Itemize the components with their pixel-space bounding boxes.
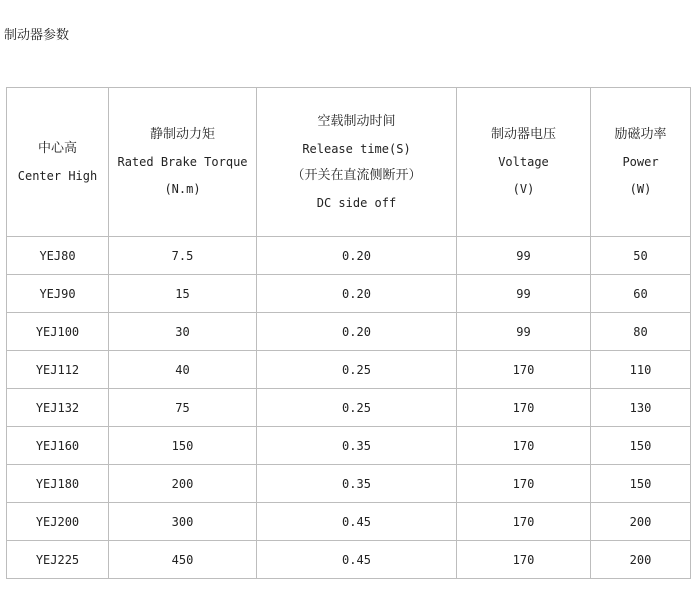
cell-voltage: 99 <box>457 237 591 275</box>
cell-power: 150 <box>591 427 691 465</box>
header-rated-brake-torque <box>109 88 257 237</box>
header-label-en: Power <box>622 155 659 169</box>
header-voltage <box>457 88 591 237</box>
cell-voltage: 170 <box>457 503 591 541</box>
header-label-note: （开关在直流侧断开） <box>291 167 422 183</box>
header-label-en: Release time(S) <box>302 141 411 156</box>
header-label-unit: (N.m) <box>164 182 201 196</box>
header-label-unit: (W) <box>629 182 652 196</box>
cell-torque: 40 <box>109 351 257 389</box>
cell-release-time: 0.20 <box>257 275 457 313</box>
cell-release-time: 0.25 <box>257 389 457 427</box>
header-row <box>7 88 691 237</box>
cell-release-time: 0.45 <box>257 541 457 579</box>
header-label-cn: 空载制动时间 <box>317 113 396 129</box>
cell-center-high: YEJ225 <box>7 541 109 579</box>
cell-release-time: 0.35 <box>257 427 457 465</box>
cell-center-high: YEJ200 <box>7 503 109 541</box>
table-row <box>7 389 691 427</box>
cell-power: 80 <box>591 313 691 351</box>
cell-torque: 7.5 <box>109 237 257 275</box>
cell-torque: 75 <box>109 389 257 427</box>
table-row <box>7 313 691 351</box>
cell-power: 200 <box>591 541 691 579</box>
table-row <box>7 541 691 579</box>
header-label-unit: (V) <box>512 182 535 196</box>
cell-voltage: 170 <box>457 389 591 427</box>
cell-torque: 30 <box>109 313 257 351</box>
table-row <box>7 427 691 465</box>
page-title: 制动器参数 <box>4 28 70 43</box>
cell-center-high: YEJ112 <box>7 351 109 389</box>
brake-parameters-table <box>6 87 691 579</box>
table-row <box>7 503 691 541</box>
header-label-cn: 中心高 <box>37 140 77 156</box>
cell-power: 130 <box>591 389 691 427</box>
cell-torque: 450 <box>109 541 257 579</box>
cell-torque: 150 <box>109 427 257 465</box>
cell-power: 60 <box>591 275 691 313</box>
cell-release-time: 0.20 <box>257 237 457 275</box>
cell-torque: 300 <box>109 503 257 541</box>
header-label-en-note: DC side off <box>316 195 397 210</box>
cell-center-high: YEJ180 <box>7 465 109 503</box>
cell-center-high: YEJ100 <box>7 313 109 351</box>
header-label-en: Voltage <box>498 155 549 169</box>
cell-voltage: 170 <box>457 351 591 389</box>
cell-release-time: 0.25 <box>257 351 457 389</box>
table-body <box>7 237 691 579</box>
table-row <box>7 465 691 503</box>
cell-power: 50 <box>591 237 691 275</box>
cell-release-time: 0.35 <box>257 465 457 503</box>
table-row <box>7 275 691 313</box>
cell-center-high: YEJ90 <box>7 275 109 313</box>
cell-center-high: YEJ132 <box>7 389 109 427</box>
cell-power: 150 <box>591 465 691 503</box>
cell-torque: 15 <box>109 275 257 313</box>
cell-release-time: 0.20 <box>257 313 457 351</box>
cell-power: 200 <box>591 503 691 541</box>
cell-voltage: 99 <box>457 275 591 313</box>
cell-power: 110 <box>591 351 691 389</box>
header-release-time <box>257 88 457 237</box>
header-power <box>591 88 691 237</box>
header-center-high <box>7 88 109 237</box>
cell-center-high: YEJ80 <box>7 237 109 275</box>
header-label-cn: 静制动力矩 <box>149 127 215 142</box>
header-label-cn: 励磁功率 <box>614 127 667 142</box>
table-header <box>7 88 691 237</box>
header-label-cn: 制动器电压 <box>490 127 556 142</box>
cell-voltage: 170 <box>457 427 591 465</box>
cell-voltage: 99 <box>457 313 591 351</box>
cell-torque: 200 <box>109 465 257 503</box>
cell-voltage: 170 <box>457 465 591 503</box>
header-label-en: Center High <box>17 168 98 183</box>
table-row <box>7 351 691 389</box>
cell-center-high: YEJ160 <box>7 427 109 465</box>
header-label-en: Rated Brake Torque <box>117 155 248 169</box>
table-row <box>7 237 691 275</box>
cell-voltage: 170 <box>457 541 591 579</box>
cell-release-time: 0.45 <box>257 503 457 541</box>
